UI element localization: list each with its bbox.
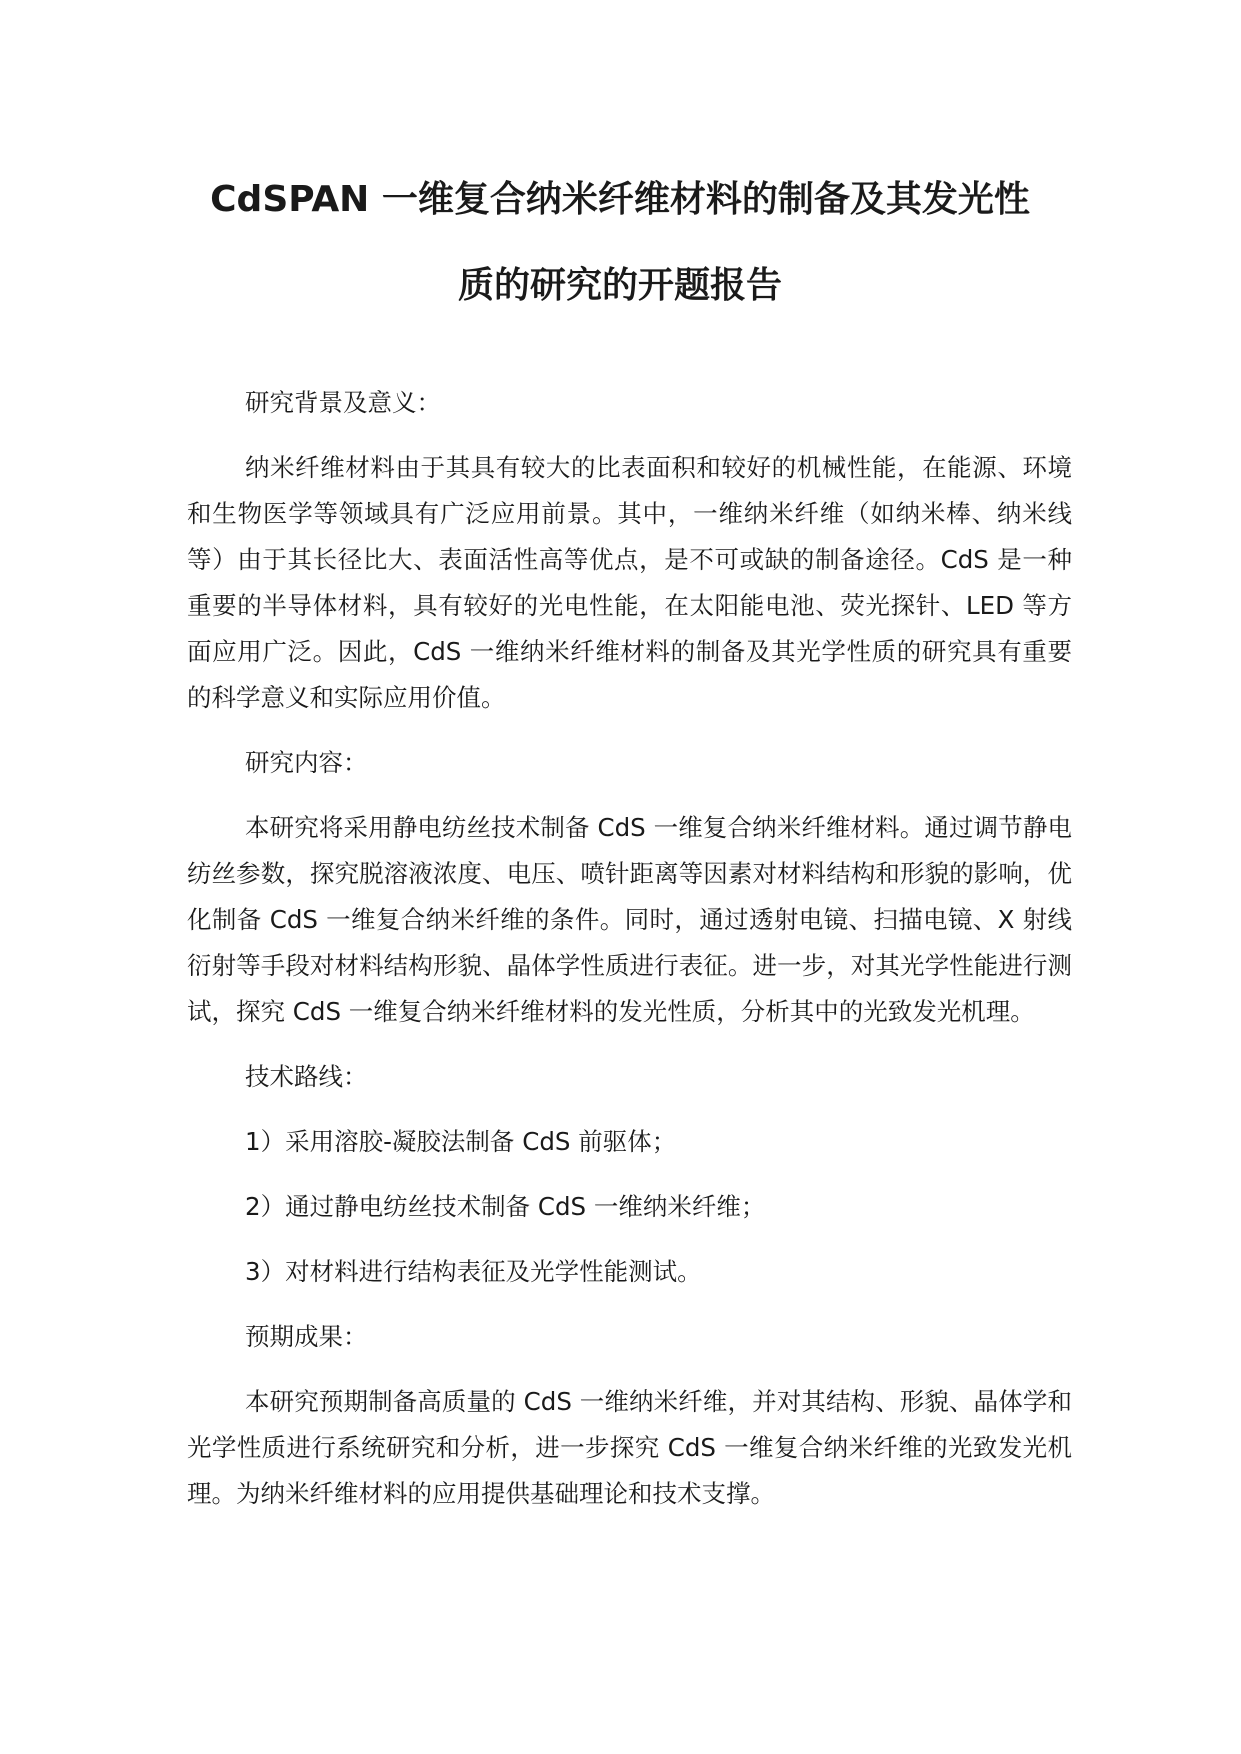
document-title-line-2: 质的研究的开题报告 [457,265,782,306]
route-item-3: 3）对材料进行结构表征及光学性能测试。 [245,1257,702,1286]
background-paragraph: 纳米纤维材料由于其具有较大的比表面积和较好的机械性能，在能源、环境和生物医学等领域具有广泛应用前景。其中，一维纳米纤维（如纳米棒、纳米线等）由于其长径比大、表面活性高等优点，是不可或缺的制备途径。CdS 是一种重要的半导体材料，具有较好的光电性能，在太阳能电池、荧光探针、LED 等方面应用广泛。因此，CdS 一维纳米纤维材料的制备及其光学性质的研究具有重要的科学意义和实际应用价值。 [187,453,1072,712]
section-heading-route: 技术路线： [245,1062,368,1091]
route-item-2: 2）通过静电纺丝技术制备 CdS 一维纳米纤维； [245,1192,766,1221]
section-heading-content: 研究内容： [245,748,368,777]
content-paragraph: 本研究将采用静电纺丝技术制备 CdS 一维复合纳米纤维材料。通过调节静电纺丝参数，探究脱溶液浓度、电压、喷针距离等因素对材料结构和形貌的影响，优化制备 CdS 一维复合纳米纤维的条件。同时，通过透射电镜、扫描电镜、X 射线衍射等手段对材料结构形貌、晶体学性质进行表征。进一步，对其光学性能进行测试，探究 CdS 一维复合纳米纤维材料的发光性质，分析其中的光致发光机理。 [187,813,1072,1026]
document-title-line-1: CdSPAN 一维复合纳米纤维材料的制备及其发光性 [210,179,1030,220]
document-body [187,380,1072,1536]
results-paragraph: 本研究预期制备高质量的 CdS 一维纳米纤维，并对其结构、形貌、晶体学和光学性质进行系统研究和分析，进一步探究 CdS 一维复合纳米纤维的光致发光机理。为纳米纤维材料的应用提供基础理论和技术支撑。 [187,1387,1072,1508]
section-heading-background: 研究背景及意义： [245,388,441,417]
route-item-1: 1）采用溶胶-凝胶法制备 CdS 前驱体； [245,1127,677,1156]
section-heading-results: 预期成果： [245,1322,368,1351]
